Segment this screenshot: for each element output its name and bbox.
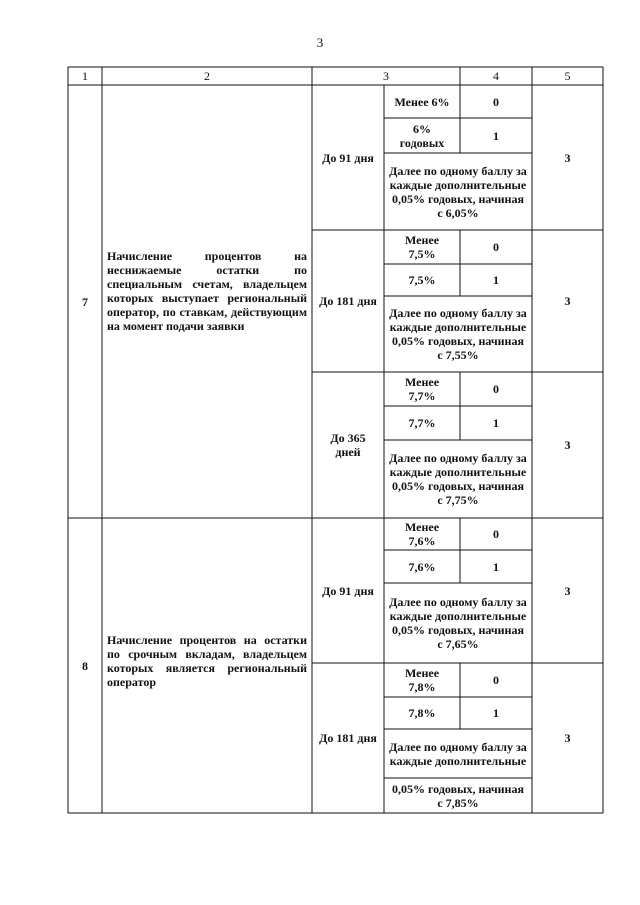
criterion-description: Начисление процентов на остатки по срочным вкладам, владельцем которых является региональный оператор: [107, 633, 307, 689]
score-zero: 0: [493, 240, 499, 254]
term-label: До 365 дней: [330, 431, 366, 459]
max-score: 3: [564, 583, 571, 598]
row-number: 8: [82, 658, 88, 673]
further-points-rule: Далее по одному баллу за каждые дополнительные 0,05% годовых, начиная с 7,55%: [389, 306, 527, 362]
further-points-rule: Далее по одному баллу за каждые дополнительные 0,05% годовых, начиная с 7,65%: [389, 595, 527, 651]
score-one: 1: [493, 559, 499, 574]
term-label: До 181 дня: [319, 731, 377, 745]
rate-threshold-base: 6% годовых: [399, 121, 445, 150]
rate-threshold-below: Менее 7,6%: [404, 520, 440, 548]
score-one: 1: [493, 706, 499, 720]
score-one: 1: [493, 416, 499, 430]
rate-threshold-base: 7,6%: [408, 559, 436, 574]
rate-threshold-below: Менее 6%: [394, 94, 450, 109]
term-label: До 181 дня: [319, 294, 377, 308]
header-col-5: 5: [564, 69, 571, 83]
max-score: 3: [564, 438, 571, 452]
header-col-4: 4: [493, 69, 499, 83]
rate-threshold-below: Менее 7,8%: [404, 666, 440, 694]
header-col-1: 1: [82, 69, 88, 83]
rate-threshold-base: 7,7%: [408, 416, 436, 430]
score-zero: 0: [493, 673, 499, 687]
rate-threshold-base: 7,8%: [408, 706, 436, 720]
score-zero: 0: [493, 382, 499, 396]
header-col-2: 2: [204, 69, 210, 83]
header-col-3: 3: [383, 69, 389, 83]
row-number: 7: [82, 294, 88, 309]
score-one: 1: [493, 128, 499, 143]
further-points-rule: Далее по одному баллу за каждые дополнительные 0,05% годовых, начиная с 7,75%: [389, 451, 527, 507]
score-zero: 0: [493, 94, 499, 109]
further-points-rule: Далее по одному баллу за каждые дополнительные 0,05% годовых, начиная с 6,05%: [389, 163, 527, 220]
rate-threshold-below: Менее 7,7%: [404, 375, 440, 403]
max-score: 3: [564, 294, 571, 308]
further-points-rule: Далее по одному баллу за каждые дополнительные: [389, 739, 527, 768]
term-label: До 91 дня: [322, 583, 374, 598]
page-number: 3: [316, 35, 324, 50]
score-one: 1: [493, 273, 499, 287]
score-zero: 0: [493, 527, 499, 541]
rate-threshold-below: Менее 7,5%: [404, 233, 440, 261]
term-label: До 91 дня: [322, 150, 374, 165]
max-score: 3: [564, 731, 571, 745]
max-score: 3: [564, 150, 571, 165]
criterion-description: Начисление процентов на неснижаемые остатки по специальным счетам, владельцем которых выступает региональный оператор, по ставкам, действующим на момент подачи заявки: [107, 249, 307, 333]
further-points-rule-continued: 0,05% годовых, начиная с 7,85%: [392, 781, 524, 810]
rate-threshold-base: 7,5%: [408, 273, 436, 287]
